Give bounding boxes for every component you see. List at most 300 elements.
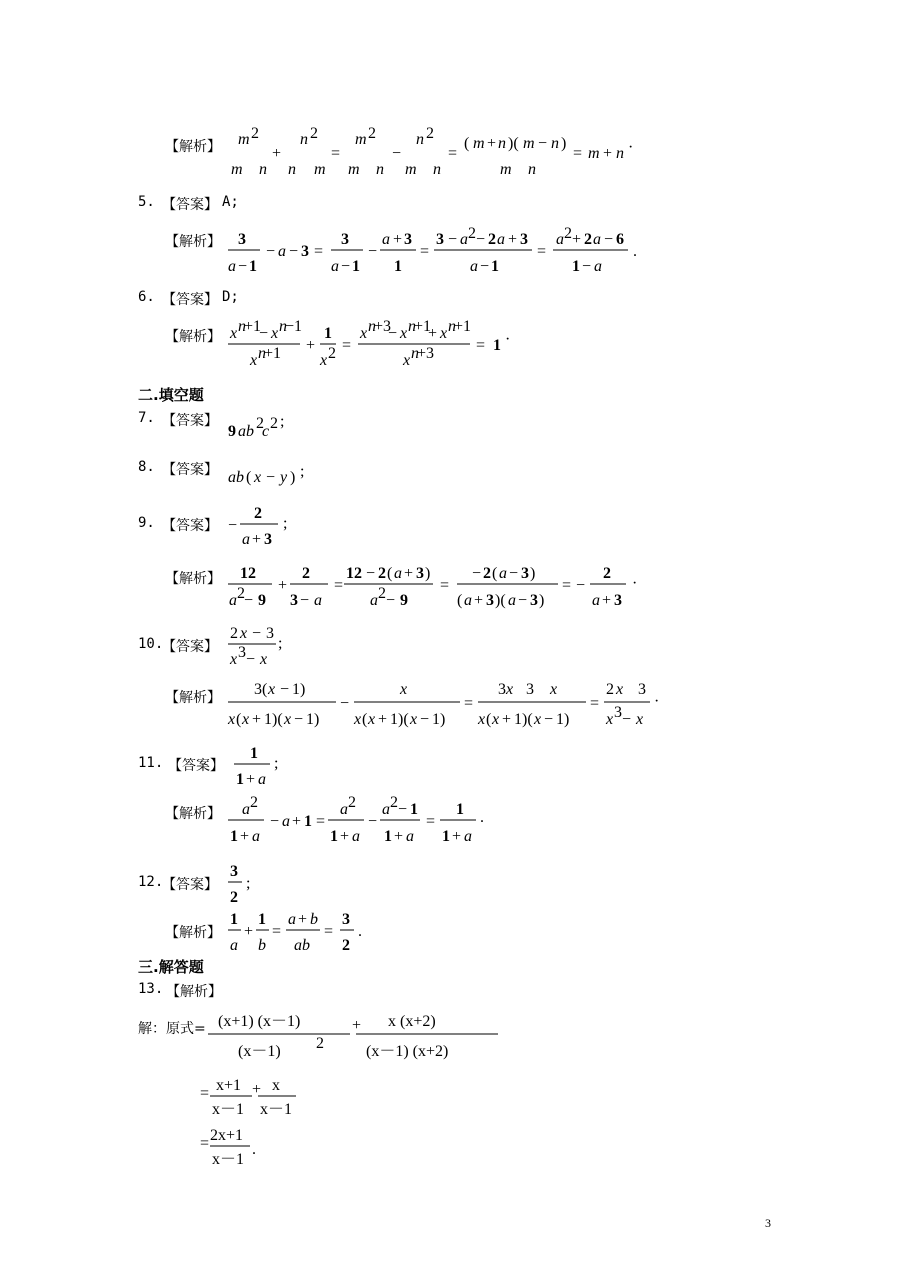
svg-text:−: − xyxy=(238,258,248,275)
svg-text:x: x xyxy=(440,325,448,342)
svg-text:+: + xyxy=(508,231,518,248)
svg-text:1: 1 xyxy=(249,258,257,275)
svg-text:(: ( xyxy=(457,592,463,609)
svg-text:2: 2 xyxy=(310,125,318,142)
svg-text:−: − xyxy=(368,813,378,830)
svg-text:m: m xyxy=(588,145,600,162)
item-number: 6. xyxy=(138,289,155,305)
svg-text:3: 3 xyxy=(342,911,350,928)
svg-text:x: x xyxy=(400,681,408,698)
section-heading: 二.填空题 xyxy=(138,386,204,404)
formula-6-analysis xyxy=(228,320,528,374)
svg-text:): ) xyxy=(425,565,431,582)
svg-text:−: − xyxy=(576,577,586,594)
svg-text:·: · xyxy=(654,693,660,710)
answer-label: 【答案】 xyxy=(168,758,224,774)
svg-text:x: x xyxy=(250,352,258,369)
svg-text:−: − xyxy=(246,651,256,668)
svg-text:=: = xyxy=(272,923,282,940)
svg-text:x: x xyxy=(271,325,279,342)
svg-text:x: x xyxy=(272,1077,280,1094)
svg-text:3: 3 xyxy=(614,704,622,721)
svg-text:)(: )( xyxy=(508,135,519,152)
analysis-label: 【解析】 xyxy=(165,329,221,345)
svg-text:(: ( xyxy=(236,711,242,728)
svg-text:a: a xyxy=(497,231,505,248)
svg-text:−: − xyxy=(368,243,378,260)
svg-text:3: 3 xyxy=(230,863,238,880)
svg-text:−: − xyxy=(340,695,350,712)
svg-text:a: a xyxy=(464,592,472,609)
analysis-label: 【解析】 xyxy=(165,234,221,250)
svg-text:): ) xyxy=(561,135,567,152)
svg-text:1): 1) xyxy=(306,711,320,728)
svg-text:1: 1 xyxy=(230,828,238,845)
svg-text:2: 2 xyxy=(302,565,310,582)
item-number: 11. xyxy=(138,755,164,771)
answer-label: 【答案】 xyxy=(162,197,218,213)
svg-text:=: = xyxy=(331,145,341,162)
svg-text:a: a xyxy=(252,828,260,845)
svg-text:1: 1 xyxy=(304,813,312,830)
svg-text:a: a xyxy=(288,911,296,928)
svg-text:m: m xyxy=(231,161,243,178)
svg-text:−: − xyxy=(244,592,254,609)
svg-text:x: x xyxy=(284,711,292,728)
svg-text:1: 1 xyxy=(442,828,450,845)
svg-text:.: . xyxy=(480,809,484,826)
svg-text:m: m xyxy=(348,161,360,178)
svg-text:+: + xyxy=(393,231,403,248)
svg-text:(x－1) (x+2): (x－1) (x+2) xyxy=(366,1043,449,1060)
svg-text:=: = xyxy=(420,243,430,260)
svg-text:a: a xyxy=(340,801,348,818)
svg-text:a: a xyxy=(258,771,266,788)
svg-text:3: 3 xyxy=(436,231,444,248)
svg-text:+: + xyxy=(474,592,484,609)
analysis-label: 【解析】 xyxy=(165,925,221,941)
formula-11-answer xyxy=(234,742,314,792)
svg-text:m: m xyxy=(523,135,535,152)
svg-text:2: 2 xyxy=(256,415,264,432)
svg-text:ab: ab xyxy=(228,469,244,486)
svg-text:1: 1 xyxy=(324,325,332,342)
svg-text:·: · xyxy=(628,139,634,156)
svg-text:(: ( xyxy=(486,711,492,728)
svg-text:9: 9 xyxy=(400,592,408,609)
svg-text:a: a xyxy=(370,592,378,609)
svg-text:12: 12 xyxy=(240,565,256,582)
svg-text:3: 3 xyxy=(486,592,494,609)
svg-text:2: 2 xyxy=(390,794,398,811)
svg-text:9: 9 xyxy=(258,592,266,609)
svg-text:−: − xyxy=(259,325,269,342)
svg-text:1: 1 xyxy=(493,337,501,354)
svg-text:x: x xyxy=(228,711,236,728)
svg-text:x: x xyxy=(368,711,376,728)
svg-text:3: 3 xyxy=(404,231,412,248)
svg-text:−1: −1 xyxy=(285,318,303,335)
svg-text:1: 1 xyxy=(410,801,418,818)
svg-text:1: 1 xyxy=(384,828,392,845)
svg-text:a: a xyxy=(382,231,390,248)
svg-text:3: 3 xyxy=(238,644,246,661)
svg-text:.: . xyxy=(358,923,362,940)
svg-text:a: a xyxy=(382,801,390,818)
svg-text:=: = xyxy=(537,243,547,260)
svg-text:y: y xyxy=(280,469,288,486)
svg-text:x: x xyxy=(410,711,418,728)
analysis-label: 【解析】 xyxy=(165,806,221,822)
svg-text:n: n xyxy=(411,345,419,362)
svg-text:−: − xyxy=(392,145,402,162)
svg-text:=: = xyxy=(324,923,334,940)
svg-text:x: x xyxy=(506,681,514,698)
svg-text:3: 3 xyxy=(266,625,274,642)
svg-text:2: 2 xyxy=(483,565,491,582)
svg-text:n: n xyxy=(238,318,246,335)
formula-11-analysis xyxy=(228,796,508,850)
svg-text:+3: +3 xyxy=(417,345,435,362)
svg-text:3: 3 xyxy=(530,592,538,609)
svg-text:=: = xyxy=(590,695,600,712)
svg-text:a: a xyxy=(592,592,600,609)
svg-text:;: ; xyxy=(280,413,285,430)
analysis-label: 【解析】 xyxy=(165,571,221,587)
svg-text:3: 3 xyxy=(520,231,528,248)
svg-text:(: ( xyxy=(246,469,252,486)
svg-text:): ) xyxy=(530,565,536,582)
svg-text:1: 1 xyxy=(352,258,360,275)
item-number: 9. xyxy=(138,515,155,531)
svg-text:−: − xyxy=(388,325,398,342)
svg-text:x: x xyxy=(254,469,262,486)
svg-text:2x+1: 2x+1 xyxy=(210,1127,244,1144)
svg-text:=: = xyxy=(200,1085,210,1102)
svg-text:x: x xyxy=(534,711,542,728)
svg-text:a: a xyxy=(593,231,601,248)
svg-text:x: x xyxy=(268,681,276,698)
svg-text:m: m xyxy=(405,161,417,178)
svg-text:a: a xyxy=(464,828,472,845)
svg-text:.: . xyxy=(252,1141,256,1158)
svg-text:2: 2 xyxy=(237,585,245,602)
svg-text:;: ; xyxy=(283,515,288,532)
svg-text:6: 6 xyxy=(616,231,624,248)
item-number: 12. xyxy=(138,874,164,890)
svg-text:−: − xyxy=(538,135,548,152)
svg-text:3: 3 xyxy=(290,592,298,609)
svg-text:a: a xyxy=(228,258,236,275)
svg-text:2: 2 xyxy=(316,1035,324,1052)
svg-text:n: n xyxy=(259,161,267,178)
svg-text:2: 2 xyxy=(584,231,592,248)
formula-12-answer xyxy=(228,860,268,910)
item-number: 13. xyxy=(138,981,164,997)
svg-text:a: a xyxy=(229,592,237,609)
svg-text:2: 2 xyxy=(251,125,259,142)
svg-text:+3: +3 xyxy=(374,318,392,335)
svg-text:n: n xyxy=(279,318,287,335)
svg-text:·: · xyxy=(505,331,511,348)
svg-text:n: n xyxy=(433,161,441,178)
svg-text:+: + xyxy=(252,711,262,728)
svg-text:a: a xyxy=(460,231,468,248)
svg-text:+: + xyxy=(404,565,414,582)
svg-text:=: = xyxy=(426,813,436,830)
svg-text:b: b xyxy=(258,937,266,954)
svg-text:−: − xyxy=(228,517,238,534)
svg-text:): ) xyxy=(539,592,545,609)
svg-text:+: + xyxy=(572,231,582,248)
svg-text:x－1: x－1 xyxy=(212,1151,245,1168)
svg-text:2: 2 xyxy=(426,125,434,142)
svg-text:2: 2 xyxy=(254,505,262,522)
analysis-label: 【解析】 xyxy=(165,690,221,706)
svg-text:x: x xyxy=(242,711,250,728)
svg-text:a: a xyxy=(470,258,478,275)
svg-text:−: − xyxy=(604,231,614,248)
svg-text:b: b xyxy=(310,911,318,928)
svg-text:1: 1 xyxy=(330,828,338,845)
svg-text:x－1: x－1 xyxy=(212,1101,245,1118)
svg-text:;: ; xyxy=(300,463,305,480)
svg-text:x: x xyxy=(403,352,411,369)
section-heading: 三.解答题 xyxy=(138,958,204,976)
svg-text:)(: )( xyxy=(495,592,506,609)
svg-text:(: ( xyxy=(362,711,368,728)
svg-text:·: · xyxy=(632,575,638,592)
svg-text:n: n xyxy=(498,135,506,152)
svg-text:+: + xyxy=(252,1081,262,1098)
svg-text:+: + xyxy=(278,577,288,594)
svg-text:2: 2 xyxy=(342,937,350,954)
svg-text:m: m xyxy=(314,161,326,178)
svg-text:−: − xyxy=(518,592,528,609)
svg-text:+: + xyxy=(252,531,262,548)
svg-text:x: x xyxy=(606,711,614,728)
svg-text:+: + xyxy=(244,923,254,940)
formula-13-step2 xyxy=(200,1074,320,1120)
svg-text:3: 3 xyxy=(521,565,529,582)
svg-text:+: + xyxy=(394,828,404,845)
svg-text:−: − xyxy=(366,565,376,582)
svg-text:x: x xyxy=(354,711,362,728)
svg-text:(x－1): (x－1) xyxy=(238,1043,281,1060)
svg-text:): ) xyxy=(290,469,296,486)
svg-text:1: 1 xyxy=(250,745,258,762)
svg-text:(: ( xyxy=(492,565,498,582)
svg-text:n: n xyxy=(528,161,536,178)
svg-text:ab: ab xyxy=(294,937,310,954)
svg-text:x－1: x－1 xyxy=(260,1101,293,1118)
svg-text:3: 3 xyxy=(416,565,424,582)
svg-text:a: a xyxy=(242,531,250,548)
svg-text:−: − xyxy=(398,801,408,818)
svg-text:+: + xyxy=(428,325,438,342)
svg-text:−: − xyxy=(480,258,490,275)
svg-text:2: 2 xyxy=(488,231,496,248)
svg-text:2: 2 xyxy=(378,585,386,602)
svg-text:a: a xyxy=(230,937,238,954)
svg-text:1): 1) xyxy=(292,681,306,698)
svg-text:+: + xyxy=(292,813,302,830)
svg-text:n: n xyxy=(616,145,624,162)
svg-text:−: − xyxy=(544,711,554,728)
svg-text:3: 3 xyxy=(614,592,622,609)
svg-text:n: n xyxy=(551,135,559,152)
formula-7-answer xyxy=(228,412,308,442)
formula-13-step3 xyxy=(200,1124,280,1170)
page-number: 3 xyxy=(765,1216,771,1230)
answer-label: 【答案】 xyxy=(162,413,218,429)
svg-text:−: − xyxy=(622,711,632,728)
svg-text:3: 3 xyxy=(341,231,349,248)
svg-text:n: n xyxy=(416,131,424,148)
formula-5-analysis xyxy=(228,226,648,278)
svg-text:3(: 3( xyxy=(254,681,268,698)
svg-text:x: x xyxy=(400,325,408,342)
answer-value: D; xyxy=(222,289,239,305)
svg-text:x: x xyxy=(360,325,368,342)
svg-text:a: a xyxy=(508,592,516,609)
svg-text:+1: +1 xyxy=(414,318,432,335)
formula-10-analysis xyxy=(228,676,668,732)
svg-text:+: + xyxy=(378,711,388,728)
svg-text:+: + xyxy=(272,145,282,162)
svg-text:2: 2 xyxy=(378,565,386,582)
svg-text:1: 1 xyxy=(230,911,238,928)
svg-text:n: n xyxy=(448,318,456,335)
answer-label: 【答案】 xyxy=(162,462,218,478)
svg-text:n: n xyxy=(368,318,376,335)
svg-text:=: = xyxy=(316,813,326,830)
svg-text:2: 2 xyxy=(250,794,258,811)
svg-text:c: c xyxy=(262,423,270,440)
svg-text:m: m xyxy=(500,161,512,178)
svg-text:3: 3 xyxy=(264,531,272,548)
svg-text:1)(: 1)( xyxy=(264,711,283,728)
svg-text:a: a xyxy=(242,801,250,818)
svg-text:x: x xyxy=(550,681,558,698)
svg-text:+: + xyxy=(452,828,462,845)
svg-text:;: ; xyxy=(278,635,283,652)
answer-label: 【答案】 xyxy=(162,877,218,893)
svg-text:a: a xyxy=(352,828,360,845)
svg-text:x: x xyxy=(230,325,238,342)
svg-text:+: + xyxy=(340,828,350,845)
formula-13-step1 xyxy=(208,1010,508,1066)
solution-prefix: 解：原式= xyxy=(138,1021,206,1037)
svg-text:x: x xyxy=(230,651,238,668)
svg-text:+: + xyxy=(487,135,497,152)
svg-text:n: n xyxy=(300,131,308,148)
svg-text:m: m xyxy=(473,135,485,152)
svg-text:=: = xyxy=(448,145,458,162)
svg-text:a: a xyxy=(314,592,322,609)
svg-text:2: 2 xyxy=(328,345,336,362)
svg-text:=: = xyxy=(314,243,324,260)
svg-text:+: + xyxy=(502,711,512,728)
svg-text:x: x xyxy=(320,352,328,369)
svg-text:−: − xyxy=(252,625,262,642)
svg-text:a: a xyxy=(282,813,290,830)
svg-text:2: 2 xyxy=(348,794,356,811)
item-number: 10. xyxy=(138,636,164,652)
svg-text:x: x xyxy=(636,711,644,728)
svg-text:−: − xyxy=(472,565,482,582)
svg-text:−: − xyxy=(509,565,519,582)
svg-text:x: x xyxy=(492,711,500,728)
svg-text:x: x xyxy=(260,651,268,668)
svg-text:1: 1 xyxy=(258,911,266,928)
svg-text:1)(: 1)( xyxy=(390,711,409,728)
svg-text:a: a xyxy=(394,565,402,582)
svg-text:1: 1 xyxy=(236,771,244,788)
answer-label: 【答案】 xyxy=(162,292,218,308)
formula-9-analysis xyxy=(228,560,648,614)
svg-text:2: 2 xyxy=(564,225,572,242)
svg-text:=: = xyxy=(200,1135,210,1152)
svg-text:2: 2 xyxy=(230,625,238,642)
svg-text:a: a xyxy=(406,828,414,845)
svg-text:1)(: 1)( xyxy=(514,711,533,728)
svg-text:1: 1 xyxy=(572,258,580,275)
svg-text:x (x+2): x (x+2) xyxy=(388,1013,436,1030)
item-number: 8. xyxy=(138,459,155,475)
svg-text:−: − xyxy=(582,258,592,275)
svg-text:3: 3 xyxy=(638,681,646,698)
analysis-label: 【解析】 xyxy=(165,139,221,155)
svg-text:3: 3 xyxy=(238,231,246,248)
svg-text:−: − xyxy=(266,469,276,486)
formula-12-analysis xyxy=(228,908,388,958)
answer-value: A; xyxy=(222,194,239,210)
svg-text:=: = xyxy=(476,337,486,354)
svg-text:=: = xyxy=(573,145,583,162)
svg-text:−: − xyxy=(341,258,351,275)
svg-text:=: = xyxy=(342,337,352,354)
svg-text:−: − xyxy=(280,681,290,698)
svg-text:2: 2 xyxy=(270,415,278,432)
svg-text:2: 2 xyxy=(230,889,238,906)
svg-text:−: − xyxy=(294,711,304,728)
svg-text:12: 12 xyxy=(346,565,362,582)
svg-text:+1: +1 xyxy=(454,318,472,335)
svg-text:(x+1) (x－1): (x+1) (x－1) xyxy=(218,1013,301,1030)
svg-text:=: = xyxy=(440,577,450,594)
formula-10-answer xyxy=(228,622,308,672)
svg-text:+: + xyxy=(240,828,250,845)
analysis-label: 【解析】 xyxy=(166,984,222,1000)
svg-text:x: x xyxy=(240,625,248,642)
svg-text:+: + xyxy=(603,145,613,162)
svg-text:ab: ab xyxy=(238,423,254,440)
svg-text:+: + xyxy=(602,592,612,609)
svg-text:+: + xyxy=(306,337,316,354)
formula-9-answer xyxy=(228,502,308,552)
svg-text:=: = xyxy=(562,577,572,594)
svg-text:n: n xyxy=(408,318,416,335)
svg-text:2: 2 xyxy=(468,225,476,242)
svg-text:1): 1) xyxy=(432,711,446,728)
formula-4-analysis xyxy=(228,125,648,180)
svg-text:n: n xyxy=(258,345,266,362)
answer-label: 【答案】 xyxy=(162,639,218,655)
item-number: 7. xyxy=(138,410,155,426)
svg-text:(: ( xyxy=(387,565,393,582)
svg-text:−: − xyxy=(266,243,276,260)
